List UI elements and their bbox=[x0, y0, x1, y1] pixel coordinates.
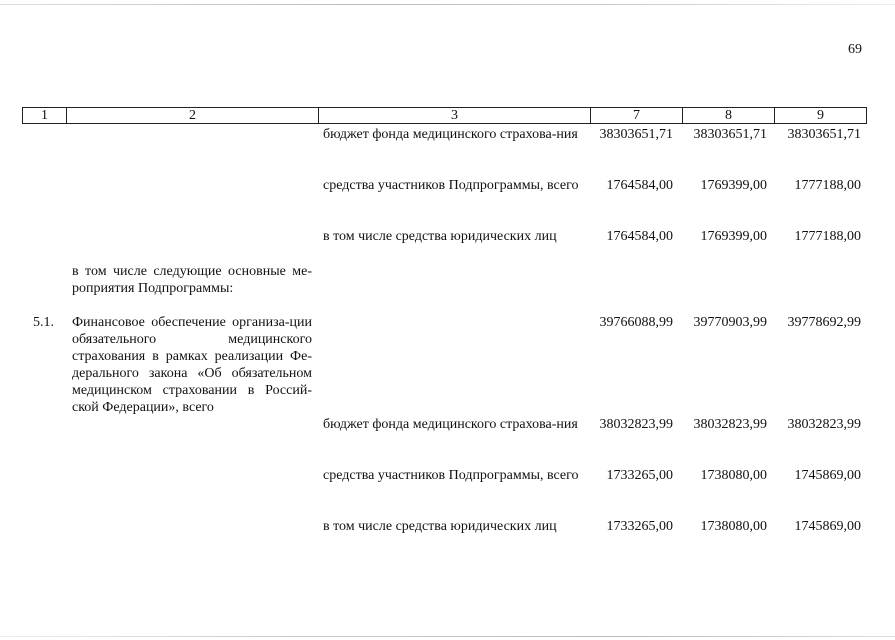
value-col8-cell: 1738080,00 bbox=[700, 519, 767, 534]
section-note: в том числе следующие основные ме-роприятия Подпрограммы: bbox=[72, 264, 312, 296]
value-col7-cell: 1764584,00 bbox=[606, 229, 673, 244]
value-col9-cell: 38303651,71 bbox=[787, 127, 861, 142]
funding-source-cell: в том числе средства юридических лиц bbox=[323, 229, 557, 244]
value-col7-cell: 38032823,99 bbox=[599, 417, 673, 432]
column-header-1: 1 bbox=[23, 108, 67, 124]
page-number: 69 bbox=[848, 42, 862, 57]
value-col9-cell: 38032823,99 bbox=[787, 417, 861, 432]
column-header-3: 3 bbox=[319, 108, 591, 124]
item-index: 5.1. bbox=[33, 315, 54, 330]
item-total-col9: 39778692,99 bbox=[787, 315, 861, 330]
value-col8-cell: 1738080,00 bbox=[700, 468, 767, 483]
value-col7-cell: 38303651,71 bbox=[599, 127, 673, 142]
value-col8-cell: 38303651,71 bbox=[693, 127, 767, 142]
item-description: Финансовое обеспечение организа-ции обязательного медицинского страхования в рамках реализации Фе-дерального закона «Об обязательном медицинском страховании в Россий-ской Федерации», всего bbox=[72, 315, 312, 415]
column-header-9: 9 bbox=[775, 108, 867, 124]
value-col9-cell: 1777188,00 bbox=[794, 229, 861, 244]
value-col7-cell: 1733265,00 bbox=[606, 468, 673, 483]
scan-top-edge bbox=[0, 4, 895, 5]
column-header-2: 2 bbox=[67, 108, 319, 124]
value-col7-cell: 1764584,00 bbox=[606, 178, 673, 193]
item-total-col7: 39766088,99 bbox=[599, 315, 673, 330]
funding-source-cell: бюджет фонда медицинского страхова-ния bbox=[323, 417, 578, 432]
column-header-7: 7 bbox=[591, 108, 683, 124]
funding-source-cell: средства участников Подпрограммы, всего bbox=[323, 178, 579, 193]
value-col9-cell: 1777188,00 bbox=[794, 178, 861, 193]
value-col8-cell: 38032823,99 bbox=[693, 417, 767, 432]
funding-source-cell: в том числе средства юридических лиц bbox=[323, 519, 557, 534]
value-col7-cell: 1733265,00 bbox=[606, 519, 673, 534]
scan-bottom-edge bbox=[0, 636, 895, 637]
item-total-col8: 39770903,99 bbox=[693, 315, 767, 330]
funding-source-cell: средства участников Подпрограммы, всего bbox=[323, 468, 579, 483]
value-col8-cell: 1769399,00 bbox=[700, 229, 767, 244]
value-col9-cell: 1745869,00 bbox=[794, 468, 861, 483]
value-col9-cell: 1745869,00 bbox=[794, 519, 861, 534]
column-header-8: 8 bbox=[683, 108, 775, 124]
column-header-row bbox=[22, 107, 867, 124]
value-col8-cell: 1769399,00 bbox=[700, 178, 767, 193]
funding-source-cell: бюджет фонда медицинского страхова-ния bbox=[323, 127, 578, 142]
